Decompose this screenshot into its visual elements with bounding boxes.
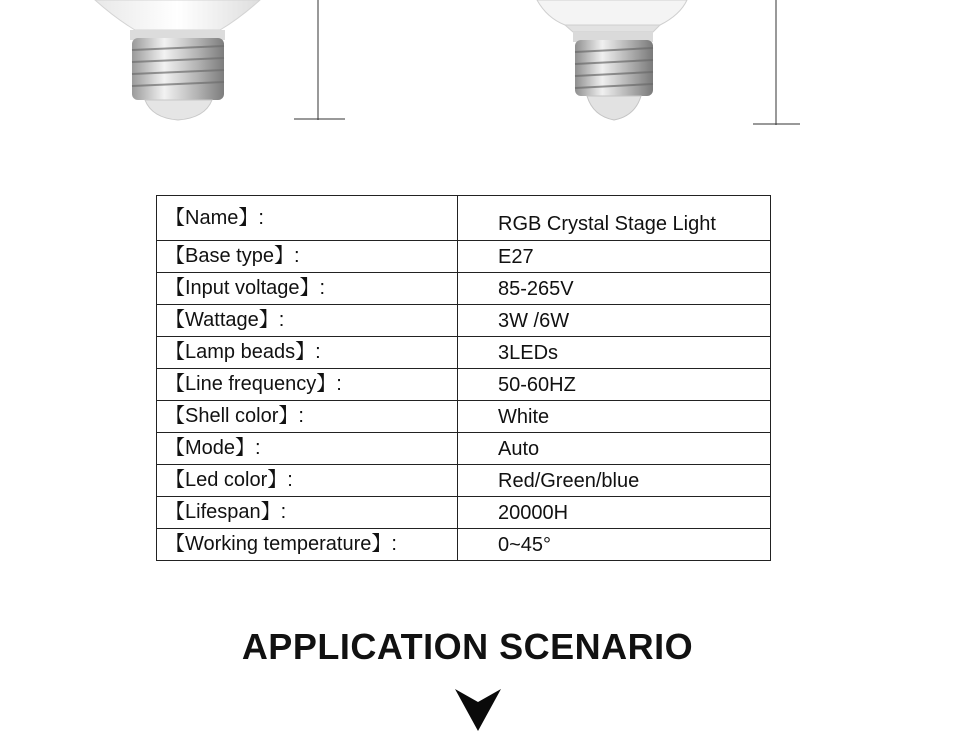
spec-value-wattage: 3W /6W: [458, 305, 771, 337]
spec-label-wattage: 【Wattage】:: [157, 305, 458, 337]
table-row: [157, 305, 771, 337]
spec-value-line-frequency: 50-60HZ: [458, 369, 771, 401]
spec-value-mode: Auto: [458, 433, 771, 465]
dimension-line-left: [292, 0, 347, 122]
spec-label-led-color: 【Led color】:: [157, 465, 458, 497]
bulb-right-image: [535, 0, 695, 125]
table-row: [157, 196, 771, 241]
spec-label-shell-color: 【Shell color】:: [157, 401, 458, 433]
table-row: [157, 529, 771, 561]
table-row: [157, 465, 771, 497]
table-row: [157, 369, 771, 401]
spec-table: [156, 195, 771, 561]
table-row: [157, 337, 771, 369]
table-row: [157, 433, 771, 465]
spec-value-input-voltage: 85-265V: [458, 273, 771, 305]
dimension-line-right: [752, 0, 802, 128]
table-row: [157, 273, 771, 305]
spec-label-mode: 【Mode】:: [157, 433, 458, 465]
spec-label-working-temperature: 【Working temperature】:: [157, 529, 458, 561]
spec-value-shell-color: White: [458, 401, 771, 433]
spec-value-working-temperature: 0~45°: [458, 529, 771, 561]
bulb-left-image: [90, 0, 270, 125]
spec-value-base-type: E27: [458, 241, 771, 273]
product-images: [0, 0, 960, 130]
spec-label-base-type: 【Base type】:: [157, 241, 458, 273]
spec-value-led-color: Red/Green/blue: [458, 465, 771, 497]
spec-value-lifespan: 20000H: [458, 497, 771, 529]
table-row: [157, 241, 771, 273]
spec-value-name: RGB Crystal Stage Light: [458, 196, 771, 241]
spec-label-input-voltage: 【Input voltage】:: [157, 273, 458, 305]
section-title: APPLICATION SCENARIO: [241, 626, 694, 667]
spec-label-line-frequency: 【Line frequency】:: [157, 369, 458, 401]
spec-label-name: 【Name】:: [157, 196, 458, 241]
table-row: [157, 497, 771, 529]
spec-value-lamp-beads: 3LEDs: [458, 337, 771, 369]
spec-label-lamp-beads: 【Lamp beads】:: [157, 337, 458, 369]
chevron-down-icon: [454, 688, 502, 732]
table-row: [157, 401, 771, 433]
spec-label-lifespan: 【Lifespan】:: [157, 497, 458, 529]
